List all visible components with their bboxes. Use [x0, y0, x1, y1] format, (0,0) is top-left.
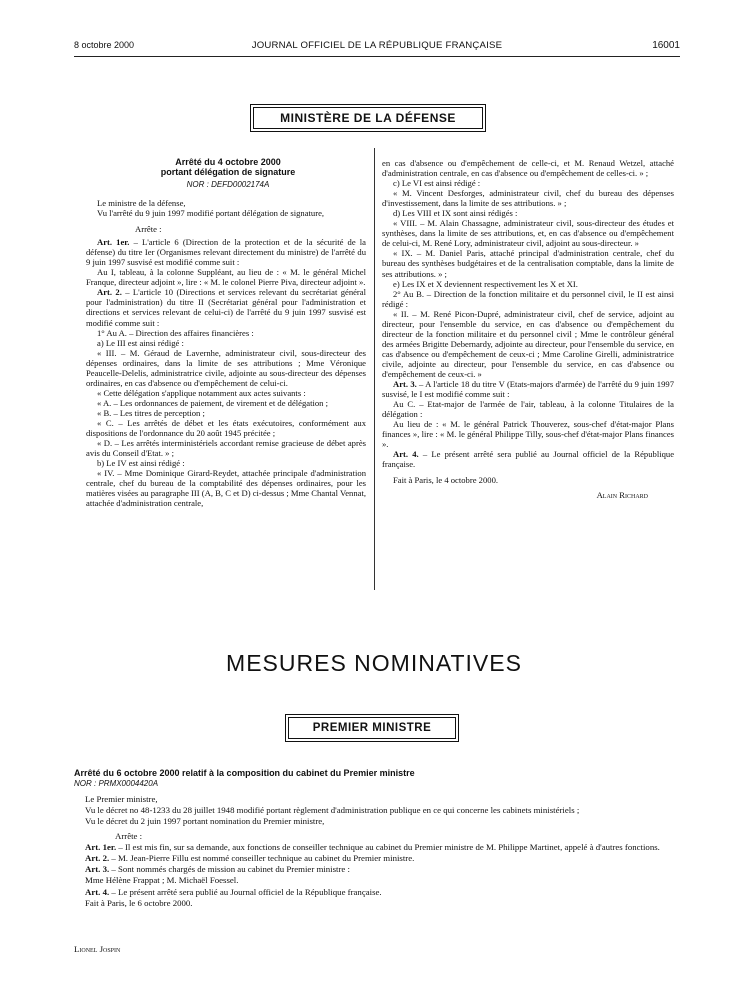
pm-title: PREMIER MINISTRE [288, 717, 456, 739]
article-label: Art. 3. [85, 864, 110, 875]
para: 1° Au A. – Direction des affaires financières : [97, 327, 254, 338]
article-1: Art. 1er. – L'article 6 (Direction de la protection et de la sécurité de la défense) du titre Ier (Organismes relevant directement du ministre) de l'arrêté du 9 juin 1997 susvisé est modifié comme suit : [86, 237, 366, 268]
para: d) Les VIII et IX sont ainsi rédigés : [393, 208, 518, 219]
article-1: Art. 1er. – Il est mis fin, sur sa demande, aux fonctions de conseiller technique au cabinet du Premier ministre de M. Philippe Martinet, appelé à d'autres fonctions. [85, 841, 660, 852]
arrete-word: Arrête : [135, 224, 162, 235]
header-date: 8 octobre 2000 [74, 40, 135, 50]
article-label: Art. 1er. [85, 841, 117, 852]
para: « IX. – M. Daniel Paris, attaché principal d'administration centrale, chef du bureau des synthèses budgétaires et de la centralisation comptable, dans la limite de ses attributions. » ; [382, 248, 674, 279]
para: Vu le décret no 48-1233 du 28 juillet 1948 modifié portant règlement d'administration publique en ce qui concerne les cabinets ministériels ; [85, 805, 580, 816]
article-4: Art. 4. – Le présent arrêté sera publié au Journal officiel de la République française. [85, 886, 382, 897]
para: e) Les IX et X deviennent respectivement les X et XI. [393, 278, 578, 289]
article-label: Art. 1er. [97, 237, 130, 248]
para: « III. – M. Géraud de Lavernhe, administrateur civil, sous-directeur des dépenses ordinaires, dans la limite de ses attributions ; Mme Véronique Peaucelle-Delelis, administratrice civile, adjointe au sous-directeur des dépenses ordinaires, en cas d'absence ou d'empêchement de celui-ci. [86, 347, 366, 388]
article-4: Art. 4. – Le présent arrêté sera publié au Journal officiel de la République française. [382, 449, 675, 470]
para: « B. – Les titres de perception ; [97, 407, 205, 418]
para: « A. – Les ordonnances de paiement, de virement et de délégation ; [97, 397, 328, 408]
ministry-title: MINISTÈRE DE LA DÉFENSE [253, 107, 483, 129]
article-3: Art. 3. – A l'article 18 du titre V (Etats-majors d'armée) de l'arrêté du 9 juin 1997 susvisé, le I est modifié comme suit : [382, 379, 674, 400]
arrete1-title-line2: portant délégation de signature [160, 167, 296, 177]
signature-richard: Alain Richard [596, 489, 648, 500]
done-at: Fait à Paris, le 6 octobre 2000. [85, 897, 193, 908]
article-label: Art. 2. [85, 853, 110, 864]
arrete1-left-column [86, 198, 366, 508]
page-header [74, 40, 680, 54]
para: « II. – M. René Picon-Dupré, administrateur civil, chef de service, adjoint au directeur, pour l'ensemble du service, en cas d'absence ou d'empêchement du directeur de la fonction militaire et du personnel civil ; Mme le contrôleur général des armées Brigitte Debernardy, adjointe au directeur, pour l'ensemble du service, en cas d'absence ou d'empêchement de ceux-ci ; Mme Caroline Girelli, administratrice civile, adjointe au directeur, pour l'ensemble du service, en cas d'absence ou d'empêchement de ceux-ci. » [382, 308, 674, 379]
page-number: 16001 [652, 40, 680, 51]
article-label: Art. 2. [97, 287, 122, 298]
para: Au C. – Etat-major de l'armée de l'air, tableau, à la colonne Titulaires de la délégation : [382, 399, 674, 420]
arrete2-body [74, 794, 680, 909]
para: a) Le III est ainsi rédigé : [97, 337, 184, 348]
pm-title-box [285, 714, 459, 742]
arrete2-title: Arrêté du 6 octobre 2000 relatif à la composition du cabinet du Premier ministre [74, 768, 415, 778]
done-at: Fait à Paris, le 4 octobre 2000. [393, 475, 499, 486]
para: c) Le VI est ainsi rédigé : [393, 178, 481, 189]
ministry-title-box [250, 104, 486, 132]
para: « IV. – Mme Dominique Girard-Reydet, attachée principale d'administration centrale, chef du bureau de la comptabilité des dépenses ordinaires, pour les matières visées au paragraphe III (A, B, C et D) ci-dessus ; Mme Chantal Vennat, attachée d'administration centrale, [86, 468, 366, 509]
para: en cas d'absence ou d'empêchement de celle-ci, et M. Renaud Wetzel, attaché d'administration centrale, en cas d'absence ou d'empêchement de celles-ci. » ; [382, 158, 674, 179]
journal-title: JOURNAL OFFICIEL DE LA RÉPUBLIQUE FRANÇAISE [251, 40, 503, 51]
para: Le Premier ministre, [85, 794, 158, 804]
para: Mme Hélène Frappat ; M. Michaël Foessel. [85, 875, 239, 886]
column-separator [374, 148, 375, 590]
para: « VIII. – M. Alain Chassagne, administrateur civil, sous-directeur des études et synthèses, dans la limite de ses attributions, et, en cas d'absence ou d'empêchement de celui-ci, M. René Lory, administrateur civil, adjoint au sous-directeur. » [382, 218, 674, 249]
section-title: MESURES NOMINATIVES [226, 650, 522, 676]
para: Le ministre de la défense, [97, 198, 186, 208]
para: « D. – Les arrêtés interministériels accordant remise gracieuse de débet après avis du Conseil d'Etat. » ; [86, 438, 366, 459]
article-2: Art. 2. – L'article 10 (Directions et services relevant du secrétariat général pour l'administration) du titre II (Secrétariat général pour l'administration et directions et services relevant de celui-ci) de l'arrêté du 9 juin 1997 susvisé est modifié comme suit : [86, 287, 366, 328]
arrete1-nor: NOR : DEFD0002174A [186, 180, 270, 189]
arrete1-right-column [382, 158, 674, 500]
para: Vu le décret du 2 juin 1997 portant nomination du Premier ministre, [85, 816, 325, 827]
para: « Cette délégation s'applique notamment aux actes suivants : [97, 387, 306, 398]
para: Au lieu de : « M. le général Patrick Thouverez, sous-chef d'état-major Plans finances », lire : « M. le général Philippe Tilly, sous-chef d'état-major Plans finances ». [382, 419, 674, 450]
para: b) Le IV est ainsi rédigé : [97, 458, 185, 469]
header-rule [74, 56, 680, 57]
arrete1-title-line1: Arrêté du 4 octobre 2000 [175, 157, 281, 167]
arrete-word: Arrête : [115, 830, 143, 841]
arrete2-nor: NOR : PRMX0004420A [74, 779, 159, 788]
para: Au I, tableau, à la colonne Suppléant, au lieu de : « M. le général Michel Franque, directeur adjoint », lire : « M. le colonel Pierre Piva, directeur adjoint ». [86, 267, 366, 288]
article-label: Art. 4. [393, 449, 419, 460]
signature-jospin: Lionel Jospin [74, 944, 121, 954]
article-2: Art. 2. – M. Jean-Pierre Fillu est nommé conseiller technique au cabinet du Premier ministre. [85, 853, 415, 864]
para: « M. Vincent Desforges, administrateur civil, chef du bureau des dépenses d'investissement, dans la limite de ses attributions. » ; [382, 188, 674, 209]
article-label: Art. 4. [85, 886, 110, 897]
para: Vu l'arrêté du 9 juin 1997 modifié portant délégation de signature, [97, 208, 325, 219]
para: 2° Au B. – Direction de la fonction militaire et du personnel civil, le II est ainsi rédigé : [382, 288, 674, 309]
article-label: Art. 3. [393, 379, 417, 390]
article-3: Art. 3. – Sont nommés chargés de mission au cabinet du Premier ministre : [85, 864, 350, 875]
para: « C. – Les arrêtés de débet et les états exécutoires, conformément aux dispositions de l'ordonnance du 20 août 1945 précitée ; [86, 417, 366, 439]
